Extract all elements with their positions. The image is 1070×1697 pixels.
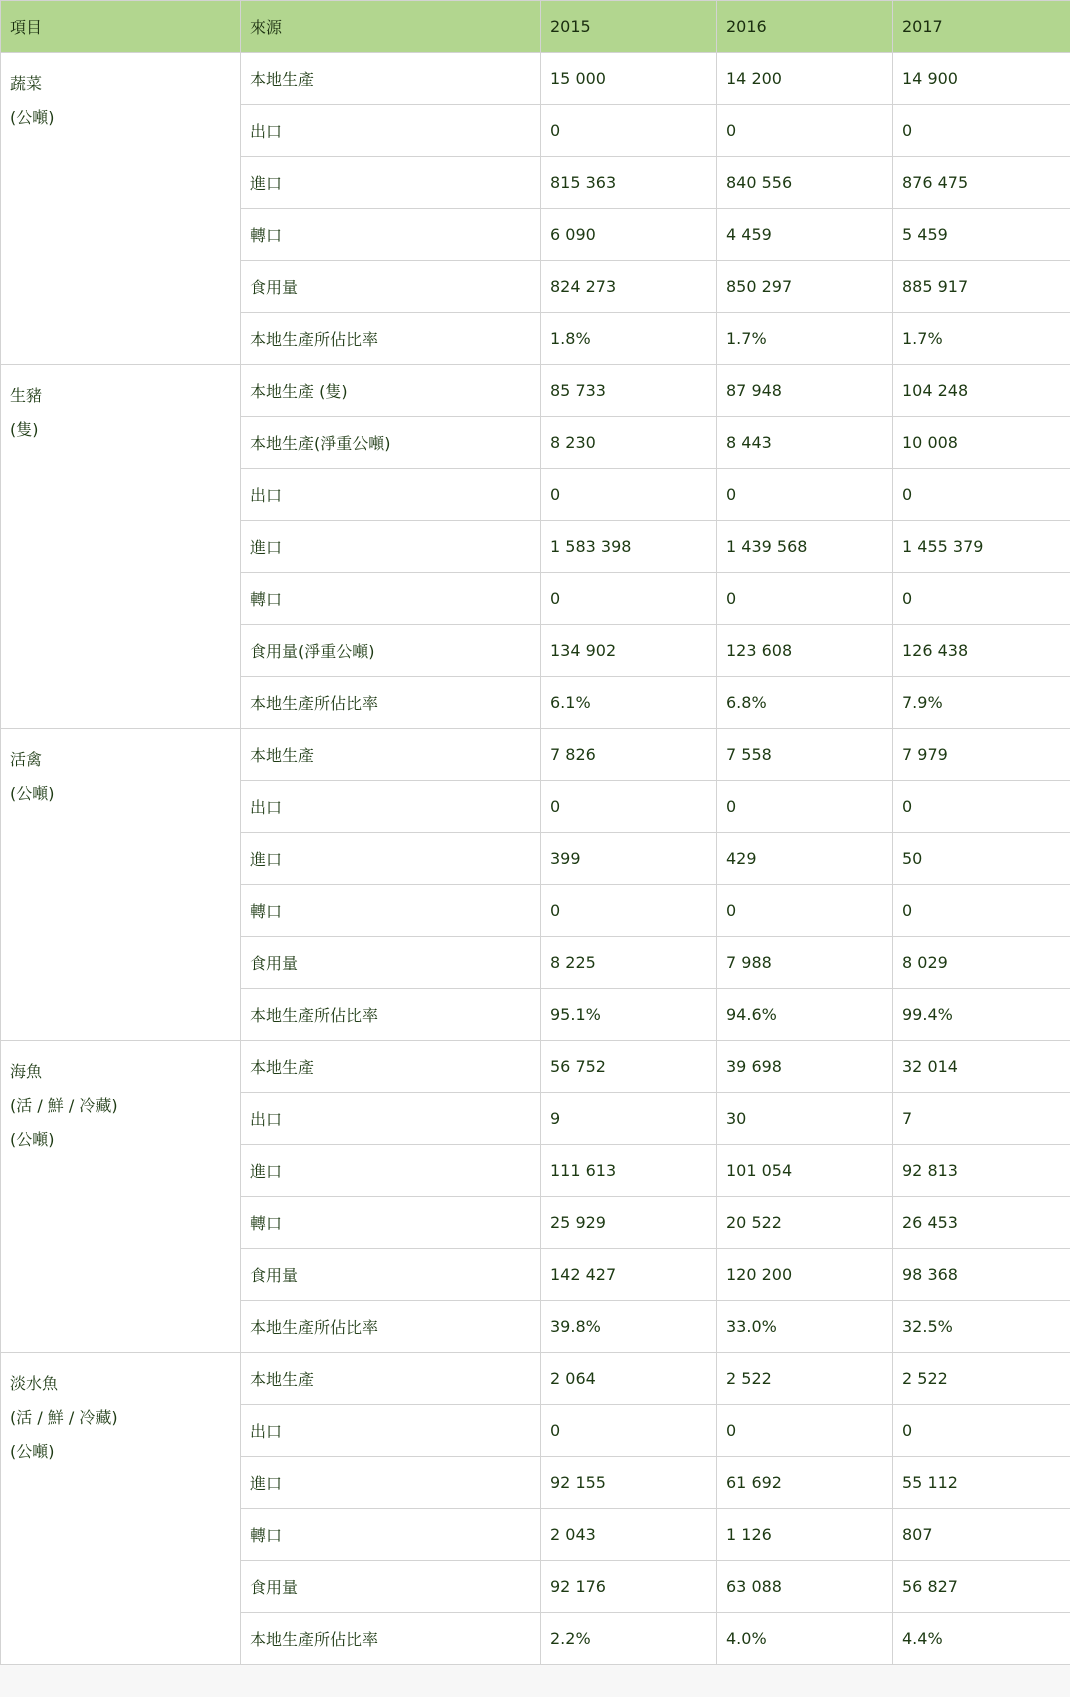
item-unit: (公噸)	[10, 1130, 55, 1149]
value-cell-2017: 10 008	[893, 417, 1070, 469]
value-cell-2016: 0	[717, 781, 893, 833]
source-cell: 食用量	[241, 261, 541, 313]
value-cell-2016: 4 459	[717, 209, 893, 261]
value-cell-2017: 4.4%	[893, 1613, 1070, 1665]
source-cell: 進口	[241, 1457, 541, 1509]
value-cell-2016: 94.6%	[717, 989, 893, 1041]
source-cell: 食用量	[241, 937, 541, 989]
source-cell: 轉口	[241, 885, 541, 937]
table-body	[1, 53, 1070, 1665]
value-cell-2016: 101 054	[717, 1145, 893, 1197]
item-name: 海魚	[10, 1062, 43, 1081]
value-cell-2017: 0	[893, 105, 1070, 157]
item-cell	[1, 1041, 241, 1353]
value-cell-2017: 1 455 379	[893, 521, 1070, 573]
value-cell-2016: 14 200	[717, 53, 893, 105]
value-cell-2017: 0	[893, 469, 1070, 521]
value-cell-2015: 1 583 398	[541, 521, 717, 573]
value-cell-2015: 142 427	[541, 1249, 717, 1301]
value-cell-2015: 815 363	[541, 157, 717, 209]
value-cell-2016: 39 698	[717, 1041, 893, 1093]
source-cell: 本地生產	[241, 1041, 541, 1093]
source-cell: 本地生產	[241, 1353, 541, 1405]
value-cell-2015: 1.8%	[541, 313, 717, 365]
value-cell-2016: 30	[717, 1093, 893, 1145]
value-cell-2017: 98 368	[893, 1249, 1070, 1301]
value-cell-2016: 0	[717, 105, 893, 157]
value-cell-2016: 840 556	[717, 157, 893, 209]
header-year-2016: 2016	[717, 1, 893, 53]
value-cell-2015: 39.8%	[541, 1301, 717, 1353]
source-cell: 進口	[241, 157, 541, 209]
value-cell-2015: 134 902	[541, 625, 717, 677]
source-cell: 出口	[241, 781, 541, 833]
source-cell: 轉口	[241, 1509, 541, 1561]
item-name: 活禽	[10, 750, 43, 769]
item-name: 蔬菜	[10, 74, 43, 93]
source-cell: 進口	[241, 521, 541, 573]
item-cell	[1, 729, 241, 1041]
value-cell-2017: 55 112	[893, 1457, 1070, 1509]
value-cell-2017: 2 522	[893, 1353, 1070, 1405]
item-cell	[1, 365, 241, 729]
source-cell: 本地生產	[241, 729, 541, 781]
value-cell-2017: 5 459	[893, 209, 1070, 261]
header-source: 來源	[241, 1, 541, 53]
value-cell-2017: 0	[893, 573, 1070, 625]
value-cell-2015: 0	[541, 885, 717, 937]
value-cell-2016: 0	[717, 573, 893, 625]
source-cell: 本地生產	[241, 53, 541, 105]
value-cell-2015: 7 826	[541, 729, 717, 781]
source-cell: 轉口	[241, 1197, 541, 1249]
item-cell	[1, 53, 241, 365]
value-cell-2016: 61 692	[717, 1457, 893, 1509]
value-cell-2016: 1.7%	[717, 313, 893, 365]
value-cell-2017: 99.4%	[893, 989, 1070, 1041]
value-cell-2016: 429	[717, 833, 893, 885]
value-cell-2017: 7 979	[893, 729, 1070, 781]
header-row	[1, 1, 1070, 53]
source-cell: 本地生產所佔比率	[241, 1613, 541, 1665]
table-header	[1, 1, 1070, 53]
value-cell-2015: 9	[541, 1093, 717, 1145]
value-cell-2015: 111 613	[541, 1145, 717, 1197]
source-cell: 轉口	[241, 573, 541, 625]
value-cell-2015: 8 230	[541, 417, 717, 469]
value-cell-2016: 0	[717, 1405, 893, 1457]
value-cell-2015: 95.1%	[541, 989, 717, 1041]
value-cell-2017: 92 813	[893, 1145, 1070, 1197]
source-cell: 本地生產所佔比率	[241, 989, 541, 1041]
value-cell-2015: 0	[541, 781, 717, 833]
value-cell-2015: 2.2%	[541, 1613, 717, 1665]
source-cell: 出口	[241, 1405, 541, 1457]
source-cell: 出口	[241, 469, 541, 521]
value-cell-2016: 0	[717, 885, 893, 937]
table-row	[1, 1353, 1070, 1405]
value-cell-2016: 7 558	[717, 729, 893, 781]
value-cell-2017: 14 900	[893, 53, 1070, 105]
value-cell-2015: 0	[541, 469, 717, 521]
value-cell-2017: 8 029	[893, 937, 1070, 989]
page-bottom-area	[0, 1666, 1070, 1697]
value-cell-2016: 4.0%	[717, 1613, 893, 1665]
source-cell: 本地生產(淨重公噸)	[241, 417, 541, 469]
source-cell: 本地生產所佔比率	[241, 1301, 541, 1353]
value-cell-2017: 56 827	[893, 1561, 1070, 1613]
value-cell-2016: 2 522	[717, 1353, 893, 1405]
table-row	[1, 1041, 1070, 1093]
value-cell-2017: 0	[893, 781, 1070, 833]
value-cell-2017: 26 453	[893, 1197, 1070, 1249]
value-cell-2016: 8 443	[717, 417, 893, 469]
value-cell-2016: 123 608	[717, 625, 893, 677]
source-cell: 出口	[241, 1093, 541, 1145]
value-cell-2017: 876 475	[893, 157, 1070, 209]
table-row	[1, 729, 1070, 781]
item-cell	[1, 1353, 241, 1665]
value-cell-2016: 20 522	[717, 1197, 893, 1249]
header-item: 項目	[1, 1, 241, 53]
item-unit: (活 / 鮮 / 冷藏)	[10, 1096, 118, 1115]
value-cell-2015: 6.1%	[541, 677, 717, 729]
item-unit: (公噸)	[10, 1442, 55, 1461]
value-cell-2015: 56 752	[541, 1041, 717, 1093]
item-unit: (活 / 鮮 / 冷藏)	[10, 1408, 118, 1427]
value-cell-2016: 33.0%	[717, 1301, 893, 1353]
value-cell-2015: 2 043	[541, 1509, 717, 1561]
source-cell: 食用量(淨重公噸)	[241, 625, 541, 677]
value-cell-2015: 399	[541, 833, 717, 885]
value-cell-2015: 8 225	[541, 937, 717, 989]
value-cell-2017: 7	[893, 1093, 1070, 1145]
value-cell-2016: 87 948	[717, 365, 893, 417]
item-name: 淡水魚	[10, 1374, 59, 1393]
value-cell-2016: 0	[717, 469, 893, 521]
source-cell: 進口	[241, 833, 541, 885]
value-cell-2017: 104 248	[893, 365, 1070, 417]
value-cell-2017: 0	[893, 885, 1070, 937]
value-cell-2017: 32 014	[893, 1041, 1070, 1093]
value-cell-2015: 824 273	[541, 261, 717, 313]
item-unit: (公噸)	[10, 784, 55, 803]
value-cell-2017: 50	[893, 833, 1070, 885]
value-cell-2015: 92 155	[541, 1457, 717, 1509]
item-unit: (隻)	[10, 420, 39, 439]
source-cell: 本地生產所佔比率	[241, 313, 541, 365]
table-row	[1, 365, 1070, 417]
value-cell-2015: 2 064	[541, 1353, 717, 1405]
value-cell-2017: 7.9%	[893, 677, 1070, 729]
value-cell-2017: 885 917	[893, 261, 1070, 313]
source-cell: 本地生產 (隻)	[241, 365, 541, 417]
value-cell-2015: 0	[541, 105, 717, 157]
table-row	[1, 53, 1070, 105]
value-cell-2016: 1 126	[717, 1509, 893, 1561]
value-cell-2016: 850 297	[717, 261, 893, 313]
value-cell-2017: 32.5%	[893, 1301, 1070, 1353]
value-cell-2016: 120 200	[717, 1249, 893, 1301]
header-year-2017: 2017	[893, 1, 1070, 53]
source-cell: 進口	[241, 1145, 541, 1197]
value-cell-2015: 0	[541, 573, 717, 625]
value-cell-2015: 92 176	[541, 1561, 717, 1613]
value-cell-2015: 25 929	[541, 1197, 717, 1249]
value-cell-2017: 0	[893, 1405, 1070, 1457]
value-cell-2015: 85 733	[541, 365, 717, 417]
value-cell-2017: 126 438	[893, 625, 1070, 677]
value-cell-2016: 6.8%	[717, 677, 893, 729]
source-cell: 出口	[241, 105, 541, 157]
item-name: 生豬	[10, 386, 43, 405]
value-cell-2016: 63 088	[717, 1561, 893, 1613]
source-cell: 轉口	[241, 209, 541, 261]
value-cell-2015: 15 000	[541, 53, 717, 105]
value-cell-2016: 1 439 568	[717, 521, 893, 573]
source-cell: 食用量	[241, 1249, 541, 1301]
value-cell-2017: 1.7%	[893, 313, 1070, 365]
source-cell: 食用量	[241, 1561, 541, 1613]
value-cell-2017: 807	[893, 1509, 1070, 1561]
value-cell-2015: 0	[541, 1405, 717, 1457]
header-year-2015: 2015	[541, 1, 717, 53]
source-cell: 本地生產所佔比率	[241, 677, 541, 729]
value-cell-2016: 7 988	[717, 937, 893, 989]
item-unit: (公噸)	[10, 108, 55, 127]
value-cell-2015: 6 090	[541, 209, 717, 261]
